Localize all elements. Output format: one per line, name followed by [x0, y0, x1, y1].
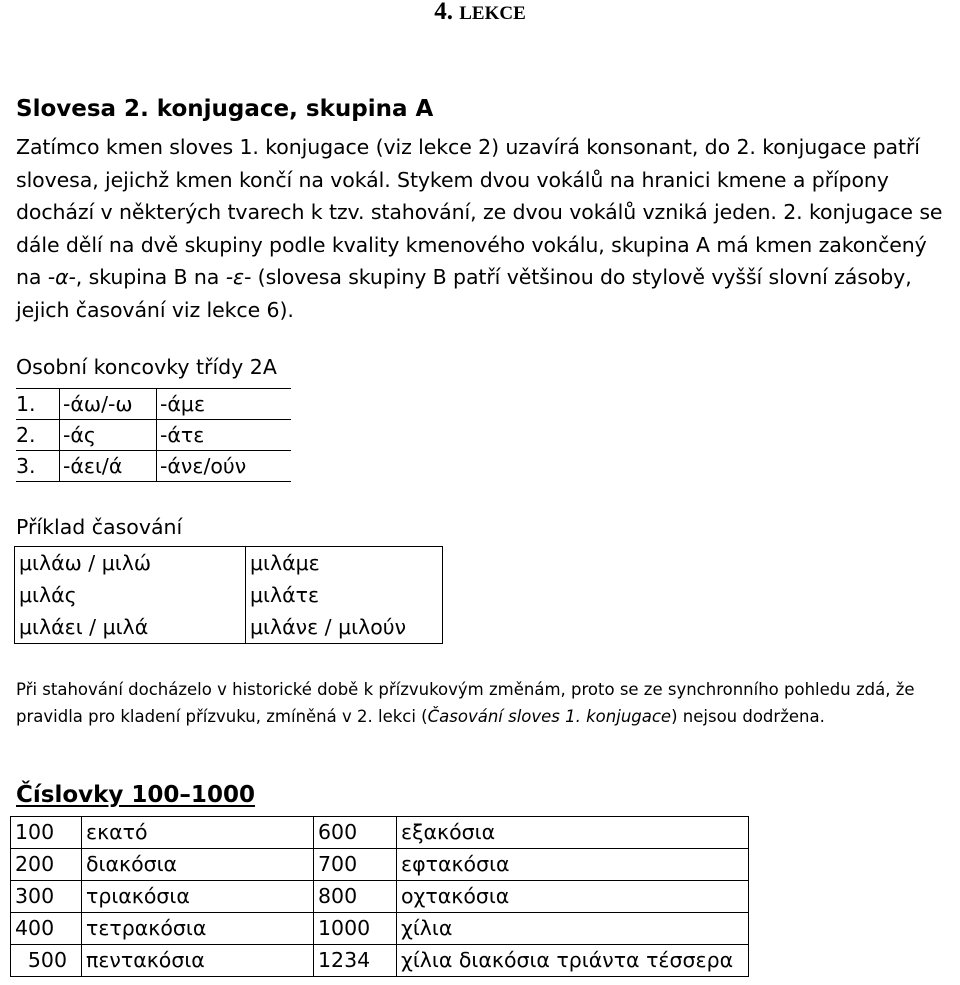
- numeral-value: 1234: [314, 945, 397, 977]
- numeral-word: τριακόσια: [82, 881, 314, 913]
- note-text-1: Při stahování docházelo v historické době k přízvukovým změnám, proto se ze synchronního pohledu zdá, že pravidla pro kladení přízvuku, zmíněná v 2. lekci (: [16, 680, 915, 726]
- plural-form: μιλάτε: [246, 579, 443, 611]
- numeral-word: εξακόσια: [397, 817, 749, 849]
- singular-form: μιλάς: [15, 579, 246, 611]
- intro-text-2: , skupina B na: [75, 265, 226, 289]
- numeral-value: 800: [314, 881, 397, 913]
- numerals-title: Číslovky 100–1000: [16, 782, 255, 808]
- numeral-word: πεντακόσια: [82, 945, 314, 977]
- intro-paragraph: [16, 131, 946, 326]
- singular-form: μιλάει / μιλά: [15, 611, 246, 644]
- numeral-word: διακόσια: [82, 849, 314, 881]
- numeral-word: εκατό: [82, 817, 314, 849]
- table-row: [11, 913, 749, 945]
- plural-ending: -άμε: [157, 389, 292, 420]
- person-number: 3.: [16, 451, 60, 482]
- example-title: Příklad časování: [16, 515, 183, 539]
- plural-form: μιλάνε / μιλούν: [246, 611, 443, 644]
- numeral-value: 200: [11, 849, 82, 881]
- table-row: [15, 579, 443, 611]
- intro-text-1: Zatímco kmen sloves 1. konjugace (viz lekce 2) uzavírá konsonant, do 2. konjugace patří slovesa, jejichž kmen končí na vokál. Stykem dvou vokálů na hranici kmene a přípony dochází v některých tvarech k tzv. stahování, ze dvou vokálů vzniká jeden. 2. konjugace se dále dělí na dvě skupiny podle kvality kmenového vokálu, skupina A má kmen zakončený na: [16, 135, 943, 289]
- singular-form: μιλάω / μιλώ: [15, 547, 246, 580]
- table-row: [16, 389, 291, 420]
- numeral-word: εφτακόσια: [397, 849, 749, 881]
- table-row: [11, 849, 749, 881]
- numeral-value: 500: [11, 945, 82, 977]
- numeral-value: 400: [11, 913, 82, 945]
- numeral-value: 1000: [314, 913, 397, 945]
- plural-ending: -άνε/ούν: [157, 451, 292, 482]
- lesson-title: [0, 0, 960, 26]
- epsilon-suffix: -ε-: [225, 265, 252, 289]
- table-row: [11, 945, 749, 977]
- table-row: [15, 611, 443, 644]
- numeral-word: χίλια: [397, 913, 749, 945]
- alpha-suffix: -α-: [47, 265, 76, 289]
- numerals-table: [10, 816, 749, 977]
- lesson-word: LEKCE: [459, 3, 526, 24]
- lesson-number: 4.: [434, 0, 453, 25]
- endings-title: Osobní koncovky třídy 2A: [16, 355, 277, 379]
- person-number: 2.: [16, 420, 60, 451]
- table-row: [15, 547, 443, 580]
- plural-ending: -άτε: [157, 420, 292, 451]
- singular-ending: -άω/-ω: [60, 389, 157, 420]
- numeral-word: χίλια διακόσια τριάντα τέσσερα: [397, 945, 749, 977]
- numeral-value: 600: [314, 817, 397, 849]
- singular-ending: -άει/ά: [60, 451, 157, 482]
- stress-note: [16, 676, 951, 730]
- numeral-value: 700: [314, 849, 397, 881]
- singular-ending: -άς: [60, 420, 157, 451]
- table-row: [16, 420, 291, 451]
- numeral-word: οχτακόσια: [397, 881, 749, 913]
- intro-text-3: (slovesa skupiny B patří většinou do stylově vyšší slovní zásoby, jejich časování viz lekce 6).: [16, 265, 912, 322]
- conjugation-example-table: [14, 546, 443, 644]
- table-row: [16, 451, 291, 482]
- numeral-value: 300: [11, 881, 82, 913]
- note-text-2: ) nejsou dodržena.: [671, 707, 825, 726]
- numeral-word: τετρακόσια: [82, 913, 314, 945]
- person-number: 1.: [16, 389, 60, 420]
- numeral-value: 100: [11, 817, 82, 849]
- section-title: Slovesa 2. konjugace, skupina A: [16, 96, 434, 122]
- endings-table: [16, 388, 291, 482]
- table-row: [11, 817, 749, 849]
- table-row: [11, 881, 749, 913]
- plural-form: μιλάμε: [246, 547, 443, 580]
- note-reference: Časování sloves 1. konjugace: [427, 707, 672, 726]
